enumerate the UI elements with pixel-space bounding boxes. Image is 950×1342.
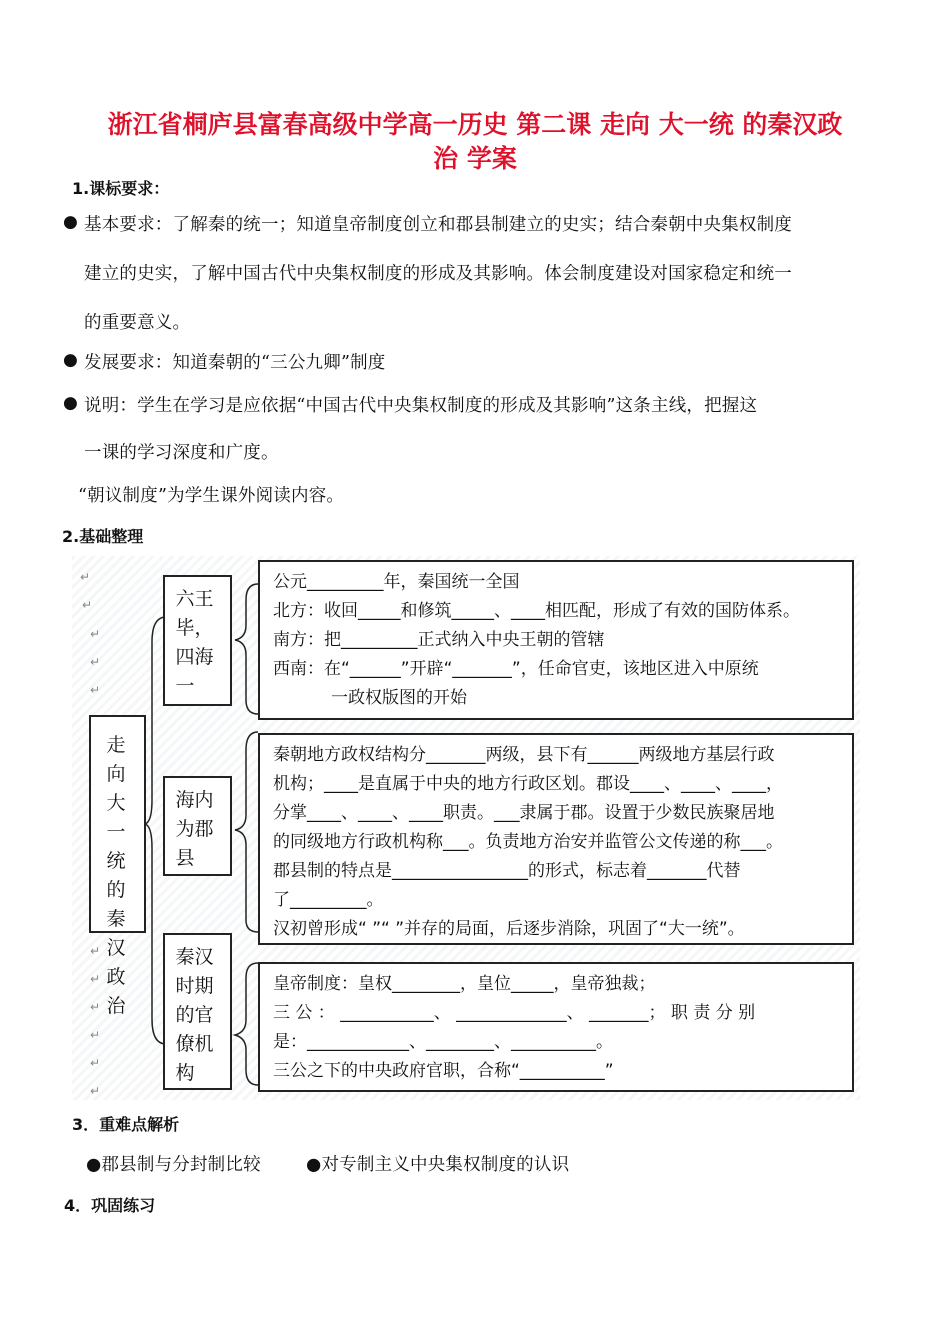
return-mark: ↵ — [90, 627, 101, 641]
return-mark: ↵ — [90, 655, 101, 669]
content-box-bureaucracy — [258, 962, 854, 1092]
page-title — [40, 108, 910, 176]
return-mark: ↵ — [80, 570, 91, 584]
box1-line-1: 公元_________年，秦国统一全国 — [273, 572, 520, 592]
box2-line-2: 机构；____是直属于中央的地方行政区划。郡设____、____、____， — [273, 774, 783, 794]
basic-req-line-3: 的重要意义。 — [84, 313, 191, 333]
key-point-2: ●对专制主义中央集权制度的认识 — [306, 1155, 570, 1175]
box2-line-3: 分掌____、____、____职责。___隶属于郡。设置于少数民族聚居地 — [273, 803, 775, 823]
note-line-2: 一课的学习深度和广度。 — [84, 443, 279, 463]
box2-line-7: 汉初曾形成“ ”“ ”并存的局面，后逐步消除，巩固了“大一统”。 — [273, 919, 745, 939]
box2-line-4: 的同级地方行政机构称___。负责地方治安并监管公文传递的称___。 — [273, 832, 783, 852]
box1-line-5: 一政权版图的开始 — [331, 688, 467, 708]
section-3-heading: 3．重难点解析 — [72, 1115, 180, 1134]
return-mark: ↵ — [90, 1000, 101, 1014]
bullet-icon: ● — [63, 350, 78, 370]
return-mark: ↵ — [90, 1084, 101, 1098]
box1-line-3: 南方：把_________正式纳入中央王朝的管辖 — [273, 630, 605, 650]
box2-line-5: 郡县制的特点是________________的形式，标志着_______代替 — [273, 861, 741, 881]
box3-line-1: 皇帝制度：皇权________，皇位_____，皇帝独裁； — [273, 974, 656, 994]
return-mark: ↵ — [90, 683, 101, 697]
section-1-heading: 1.课标要求： — [72, 179, 170, 198]
content-box-prefectures — [258, 733, 854, 945]
box1-line-4: 西南：在“______”开辟“_______”，任命官吏，该地区进入中原统 — [273, 659, 759, 679]
branch-box-prefectures — [163, 776, 232, 876]
branch-box-unification — [163, 575, 232, 706]
branch-box-bureaucracy — [163, 933, 232, 1090]
title-line-2: 治 学案 — [433, 144, 517, 173]
return-mark: ↵ — [82, 598, 93, 612]
box2-line-1: 秦朝地方政权结构分_______两级，县下有______两级地方基层行政 — [273, 745, 775, 765]
branch-label-unification: 六王毕，四海一 — [175, 588, 214, 697]
branch-label-bureaucracy: 秦汉时期的官僚机构 — [175, 946, 214, 1084]
box3-line-2: 三 公 ： ___________、 _____________、 _______； 职 责 分 别 — [273, 1003, 756, 1023]
basic-req-line-1: 基本要求：了解秦的统一；知道皇帝制度创立和郡县制建立的史实；结合秦朝中央集权制度 — [84, 215, 792, 235]
title-line-1: 浙江省桐庐县富春高级中学高一历史 第二课 走向 大一统 的秦汉政 — [107, 110, 843, 139]
return-mark: ↵ — [90, 944, 101, 958]
return-mark: ↵ — [90, 972, 101, 986]
basic-req-line-2: 建立的史实，了解中国古代中央集权制度的形成及其影响。体会制度建设对国家稳定和统一 — [84, 264, 792, 284]
section-4-heading: 4．巩固练习 — [64, 1196, 156, 1215]
key-point-1: ●郡县制与分封制比较 — [86, 1155, 261, 1175]
bullet-icon: ● — [63, 212, 78, 232]
box3-line-4: 三公之下的中央政府官职，合称“__________” — [273, 1061, 614, 1081]
right-braces — [232, 580, 260, 1090]
main-topic-label: 走向大一统的秦汉政治 — [106, 734, 126, 1017]
bullet-icon: ● — [63, 393, 78, 413]
reading-note: “朝议制度”为学生课外阅读内容。 — [78, 486, 345, 506]
main-topic-box — [89, 715, 146, 1017]
box1-line-2: 北方：收回_____和修筑_____、____相匹配，形成了有效的国防体系。 — [273, 601, 800, 621]
content-box-unification — [258, 560, 854, 720]
branch-label-prefectures: 海内为郡县 — [175, 789, 214, 869]
dev-req-line: 发展要求：知道秦朝的“三公九卿”制度 — [84, 353, 386, 373]
return-mark: ↵ — [90, 1028, 101, 1042]
return-mark: ↵ — [90, 1056, 101, 1070]
box3-line-3: 是：____________、________、__________。 — [273, 1032, 613, 1052]
section-2-heading: 2.基础整理 — [62, 527, 144, 546]
box2-line-6: 了_________。 — [273, 890, 384, 910]
note-line-1: 说明：学生在学习是应依据“中国古代中央集权制度的形成及其影响”这条主线，把握这 — [84, 396, 758, 416]
